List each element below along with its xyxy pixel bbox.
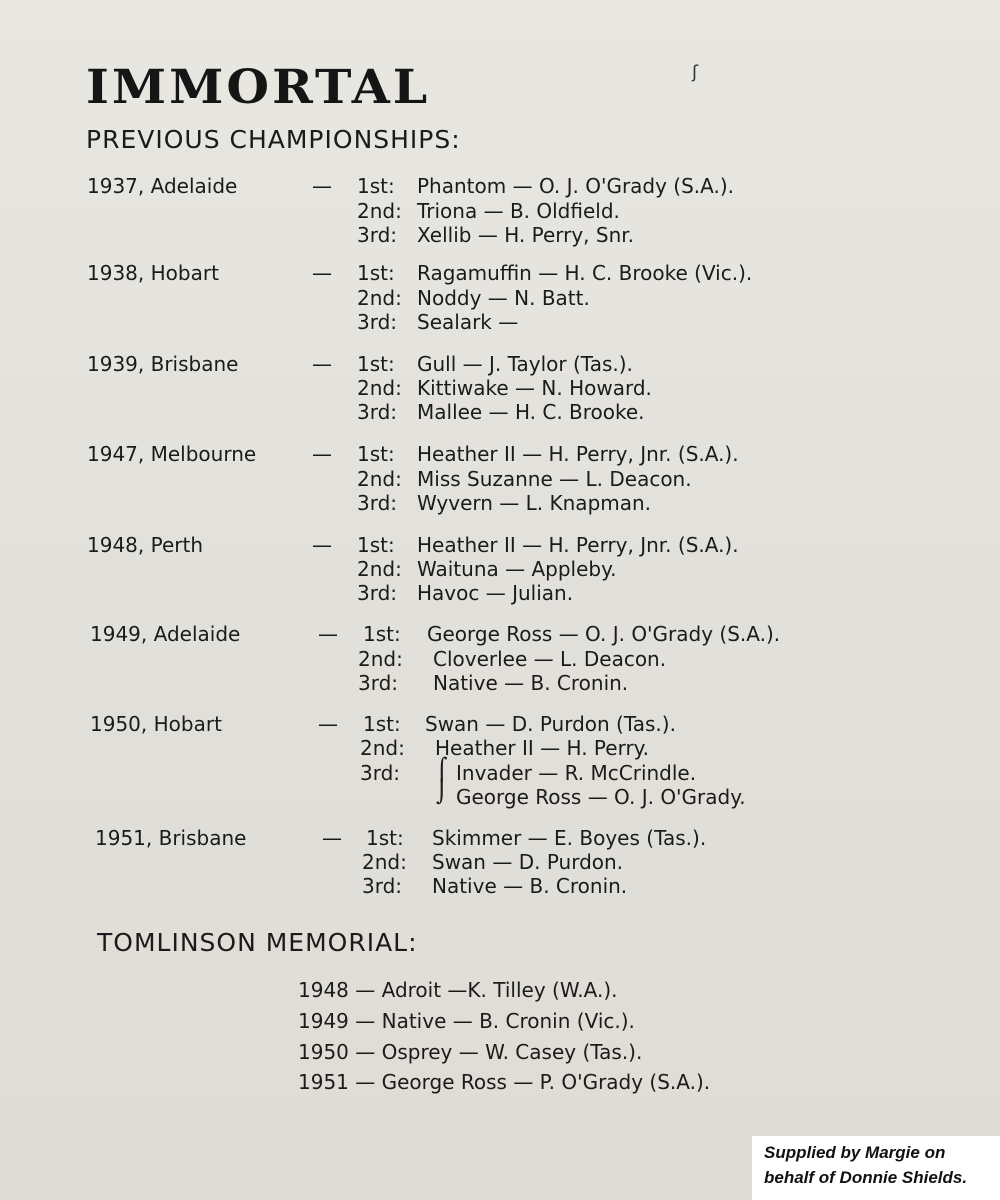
memorial-row-1951: 1951 — George Ross — P. O'Grady (S.A.). <box>298 1070 711 1094</box>
championship-1950-2nd <box>0 735 1000 761</box>
result-text: Wyvern — L. Knapman. <box>417 491 652 515</box>
place-label: 3rd: <box>357 310 398 334</box>
result-text: Sealark — <box>417 310 519 334</box>
credit-box <box>752 1136 1000 1200</box>
place-label: 1st: <box>357 261 395 285</box>
championship-1949-2nd <box>0 646 1000 672</box>
championship-1939-3rd <box>0 399 1000 425</box>
brace-top: ⌠ <box>436 758 448 783</box>
result-text: Native — B. Cronin. <box>433 671 629 695</box>
championship-1949-3rd <box>0 670 1000 696</box>
result-text: Xellib — H. Perry, Snr. <box>417 223 635 247</box>
championship-1947-2nd <box>0 466 1000 492</box>
championship-1948 <box>0 532 1000 558</box>
championship-1948-3rd <box>0 580 1000 606</box>
championship-1948-2nd <box>0 556 1000 582</box>
place-label: 2nd: <box>357 467 402 491</box>
result-text: Waituna — Appleby. <box>417 557 617 581</box>
brace-bottom: ⌡ <box>436 780 448 805</box>
championship-1951-2nd <box>0 849 1000 875</box>
memorial-row-1948: 1948 — Adroit —K. Tilley (W.A.). <box>298 978 618 1002</box>
championship-1937 <box>0 173 1000 199</box>
memorial-row-1949: 1949 — Native — B. Cronin (Vic.). <box>298 1009 635 1033</box>
result-text: Triona — B. Oldfield. <box>417 199 620 223</box>
result-text: Miss Suzanne — L. Deacon. <box>417 467 692 491</box>
place-label: 2nd: <box>362 850 407 874</box>
year-place: 1948, Perth <box>87 533 204 557</box>
place-label: 1st: <box>363 622 401 646</box>
place-label: 2nd: <box>357 376 402 400</box>
place-label: 1st: <box>357 533 395 557</box>
place-label: 2nd: <box>357 286 402 310</box>
dash: — <box>312 533 332 557</box>
championship-1937-2nd <box>0 198 1000 224</box>
result-text: Ragamuffin — H. C. Brooke (Vic.). <box>417 261 753 285</box>
credit-line-2: behalf of Donnie Shields. <box>764 1168 968 1187</box>
championship-1937-3rd <box>0 222 1000 248</box>
dash: — <box>312 261 332 285</box>
result-text: George Ross — O. J. O'Grady (S.A.). <box>427 622 781 646</box>
dash: — <box>318 622 338 646</box>
year-place: 1949, Adelaide <box>90 622 241 646</box>
place-label: 3rd: <box>360 761 401 785</box>
place-label: 1st: <box>363 712 401 736</box>
place-label: 1st: <box>366 826 404 850</box>
place-label: 2nd: <box>357 557 402 581</box>
year-place: 1950, Hobart <box>90 712 222 736</box>
year-place: 1938, Hobart <box>87 261 219 285</box>
result-text: Havoc — Julian. <box>417 581 574 605</box>
tomlinson-memorial-heading: TOMLINSON MEMORIAL: <box>97 928 418 957</box>
dash: — <box>312 442 332 466</box>
ink-mark: ʃ <box>692 62 699 83</box>
memorial-row-1950: 1950 — Osprey — W. Casey (Tas.). <box>298 1040 643 1064</box>
result-text: Heather II — H. Perry, Jnr. (S.A.). <box>417 442 739 466</box>
place-label: 1st: <box>357 352 395 376</box>
place-label: 3rd: <box>357 491 398 515</box>
championship-1947-3rd <box>0 490 1000 516</box>
previous-championships-heading: PREVIOUS CHAMPIONSHIPS: <box>86 125 461 154</box>
year-place: 1951, Brisbane <box>95 826 247 850</box>
championship-1947 <box>0 441 1000 467</box>
credit-line-1: Supplied by Margie on <box>764 1143 946 1162</box>
championship-1939 <box>0 351 1000 377</box>
place-label: 1st: <box>357 442 395 466</box>
championship-1939-2nd <box>0 375 1000 401</box>
result-text: Heather II — H. Perry, Jnr. (S.A.). <box>417 533 739 557</box>
result-text: George Ross — O. J. O'Grady. <box>456 785 746 809</box>
place-label: 2nd: <box>360 736 405 760</box>
result-text: Cloverlee — L. Deacon. <box>433 647 667 671</box>
place-label: 3rd: <box>362 874 403 898</box>
championship-1938-3rd <box>0 309 1000 335</box>
championship-1950-3rd <box>0 760 1000 786</box>
year-place: 1939, Brisbane <box>87 352 239 376</box>
year-place: 1947, Melbourne <box>87 442 257 466</box>
championship-1949 <box>0 621 1000 647</box>
result-text: Phantom — O. J. O'Grady (S.A.). <box>417 174 735 198</box>
dash: — <box>322 826 342 850</box>
championship-1950-3rd-tie <box>0 780 1000 810</box>
place-label: 2nd: <box>357 199 402 223</box>
page-title: IMMORTAL <box>86 59 431 115</box>
year-place: 1937, Adelaide <box>87 174 238 198</box>
championship-1938-2nd <box>0 285 1000 311</box>
championship-1950 <box>0 711 1000 737</box>
place-label: 1st: <box>357 174 395 198</box>
dash: — <box>312 174 332 198</box>
place-label: 2nd: <box>358 647 403 671</box>
result-text: Noddy — N. Batt. <box>417 286 590 310</box>
result-text: Gull — J. Taylor (Tas.). <box>417 352 633 376</box>
championship-1951 <box>0 825 1000 851</box>
place-label: 3rd: <box>357 223 398 247</box>
result-text: Native — B. Cronin. <box>432 874 628 898</box>
place-label: 3rd: <box>357 581 398 605</box>
result-text: Mallee — H. C. Brooke. <box>417 400 645 424</box>
place-label: 3rd: <box>357 400 398 424</box>
result-text: Invader — R. McCrindle. <box>456 761 697 785</box>
championship-1951-3rd <box>0 873 1000 899</box>
dash: — <box>312 352 332 376</box>
championship-1938 <box>0 260 1000 286</box>
result-text: Heather II — H. Perry. <box>435 736 650 760</box>
result-text: Kittiwake — N. Howard. <box>417 376 652 400</box>
result-text: Swan — D. Purdon (Tas.). <box>425 712 676 736</box>
result-text: Skimmer — E. Boyes (Tas.). <box>432 826 707 850</box>
place-label: 3rd: <box>358 671 399 695</box>
dash: — <box>318 712 338 736</box>
result-text: Swan — D. Purdon. <box>432 850 624 874</box>
